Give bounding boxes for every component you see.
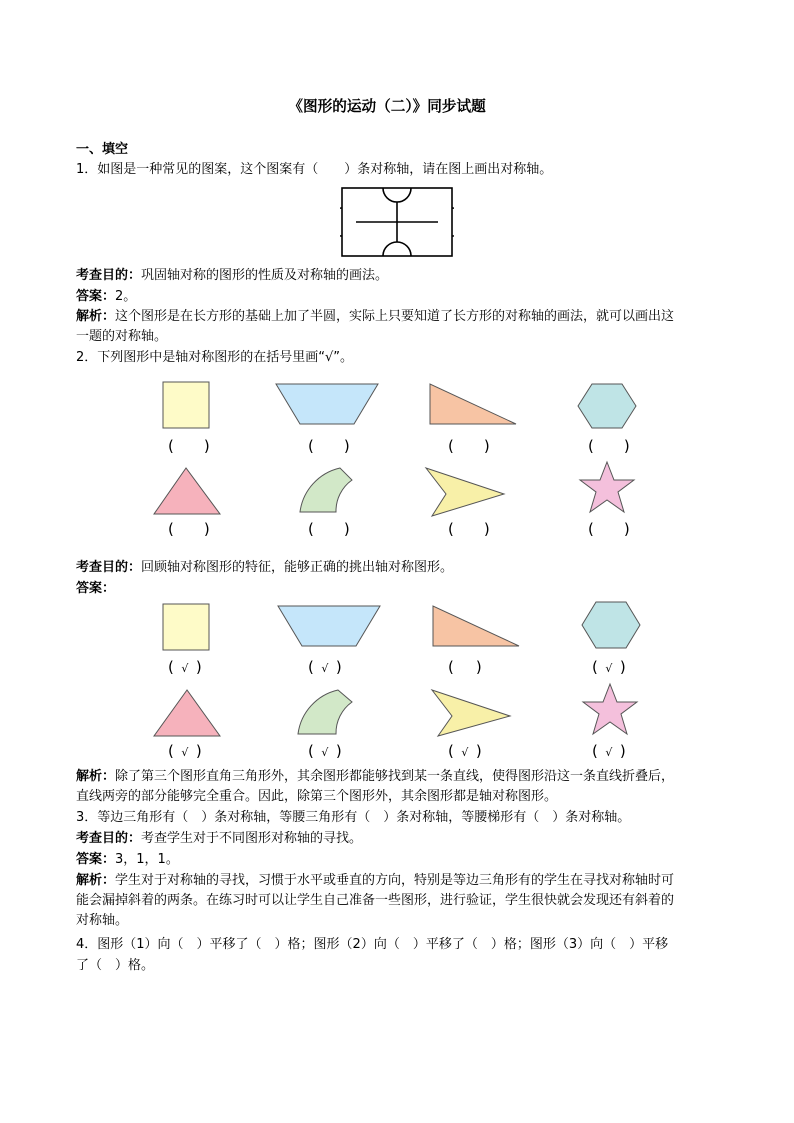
answer-paren-3: ( )	[448, 658, 482, 676]
analysis-text: 除了第三个图形直角三角形外，其余图形都能够找到某一条直线，使得图形沿这一条直线折叠后，	[115, 769, 675, 784]
check-mark: √	[605, 662, 613, 675]
star-shape	[580, 462, 634, 512]
question-4-cont: 了（ ）格。	[76, 958, 155, 973]
answer-label: 答案：	[76, 289, 116, 304]
fan-sector-shape	[298, 690, 352, 734]
analysis-label: 解析：	[76, 769, 116, 784]
purpose-label: 考查目的：	[76, 268, 142, 283]
isosceles-triangle-shape	[154, 468, 220, 514]
q1-analysis-cont: 一题的对称轴。	[76, 329, 168, 344]
shapes-grid-answer	[140, 600, 660, 770]
analysis-label: 解析：	[76, 309, 116, 324]
answer-paren-6: ( √ )	[308, 742, 342, 760]
hexagon-shape	[582, 602, 640, 648]
answer-paren-4: ( √ )	[592, 658, 626, 676]
paren-blank-6: ( )	[308, 520, 350, 538]
right-triangle-shape	[430, 384, 516, 424]
q1-purpose	[76, 266, 388, 286]
question-4: 4．图形（1）向（ ）平移了（ ）格；图形（2）向（ ）平移了（ ）格；图形（3）向（ ）平移	[76, 937, 669, 952]
paren-blank-2: ( )	[308, 437, 350, 455]
question-2: 2．下列图形中是轴对称图形的在括号里画“√”。	[76, 350, 354, 365]
purpose-text: 巩固轴对称的图形的性质及对称轴的画法。	[141, 268, 389, 283]
q3-purpose	[76, 829, 362, 849]
analysis-text: 这个图形是在长方形的基础上加了半圆，实际上只要知道了长方形的对称轴的画法，就可以画出这	[115, 309, 675, 324]
answer-paren-1: ( √ )	[168, 658, 202, 676]
answer-paren-7: ( √ )	[448, 742, 482, 760]
paren-blank-8: ( )	[588, 520, 630, 538]
paren-blank-5: ( )	[168, 520, 210, 538]
paren-blank-1: ( )	[168, 437, 210, 455]
q3-analysis-cont-1: 能会漏掉斜着的两条。在练习时可以让学生自己准备一些图形，进行验证，学生很快就会发现还有斜着的	[76, 893, 675, 908]
q2-analysis	[76, 767, 674, 787]
fan-sector-shape	[300, 468, 352, 512]
purpose-text: 回顾轴对称图形的特征，能够正确的挑出轴对称图形。	[141, 560, 454, 575]
answer-paren-2: ( √ )	[308, 658, 342, 676]
question-3: 3．等边三角形有（ ）条对称轴，等腰三角形有（ ）条对称轴，等腰梯形有（ ）条对称轴。	[76, 810, 631, 825]
star-shape	[583, 684, 637, 734]
check-mark: √	[605, 746, 613, 759]
paren-blank-7: ( )	[448, 520, 490, 538]
answer-paren-8: ( √ )	[592, 742, 626, 760]
q3-answer	[76, 850, 179, 870]
q1-analysis	[76, 307, 674, 327]
q2-answer-label: 答案：	[76, 581, 116, 596]
shapes-grid-question	[140, 376, 660, 546]
check-mark: √	[181, 662, 189, 675]
purpose-label: 考查目的：	[76, 560, 142, 575]
square-shape	[163, 382, 209, 428]
right-triangle-shape	[433, 606, 519, 646]
q3-analysis	[76, 871, 674, 891]
arrow-shape	[432, 690, 510, 736]
arrow-shape	[426, 468, 504, 516]
pattern-figure	[340, 186, 454, 258]
page-title: 《图形的运动（二）》同步试题	[288, 97, 486, 115]
square-shape	[163, 604, 209, 650]
trapezoid-shape	[278, 606, 380, 646]
q3-analysis-cont-2: 对称轴。	[76, 913, 129, 928]
paren-blank-3: ( )	[448, 437, 490, 455]
question-1: 1．如图是一种常见的图案，这个图案有（ ）条对称轴，请在图上画出对称轴。	[76, 162, 553, 177]
q2-analysis-cont: 直线两旁的部分能够完全重合。因此，除第三个图形外，其余图形都是轴对称图形。	[76, 789, 558, 804]
check-mark: √	[321, 746, 329, 759]
analysis-text: 学生对于对称轴的寻找，习惯于水平或垂直的方向，特别是等边三角形有的学生在寻找对称轴时可	[115, 873, 675, 888]
q2-purpose	[76, 558, 453, 578]
analysis-label: 解析：	[76, 873, 116, 888]
section-heading: 一、填空	[76, 142, 129, 157]
check-mark: √	[181, 746, 189, 759]
q1-answer	[76, 287, 136, 307]
isosceles-triangle-shape	[154, 690, 220, 736]
purpose-label: 考查目的：	[76, 831, 142, 846]
answer-label: 答案：	[76, 852, 116, 867]
answer-paren-5: ( √ )	[168, 742, 202, 760]
answer-text: 3，1，1。	[115, 852, 179, 867]
purpose-text: 考查学生对于不同图形对称轴的寻找。	[141, 831, 363, 846]
hexagon-shape	[578, 384, 636, 428]
trapezoid-shape	[276, 384, 378, 424]
check-mark: √	[461, 746, 469, 759]
answer-text: 2。	[115, 289, 137, 304]
check-mark: √	[321, 662, 329, 675]
paren-blank-4: ( )	[588, 437, 630, 455]
